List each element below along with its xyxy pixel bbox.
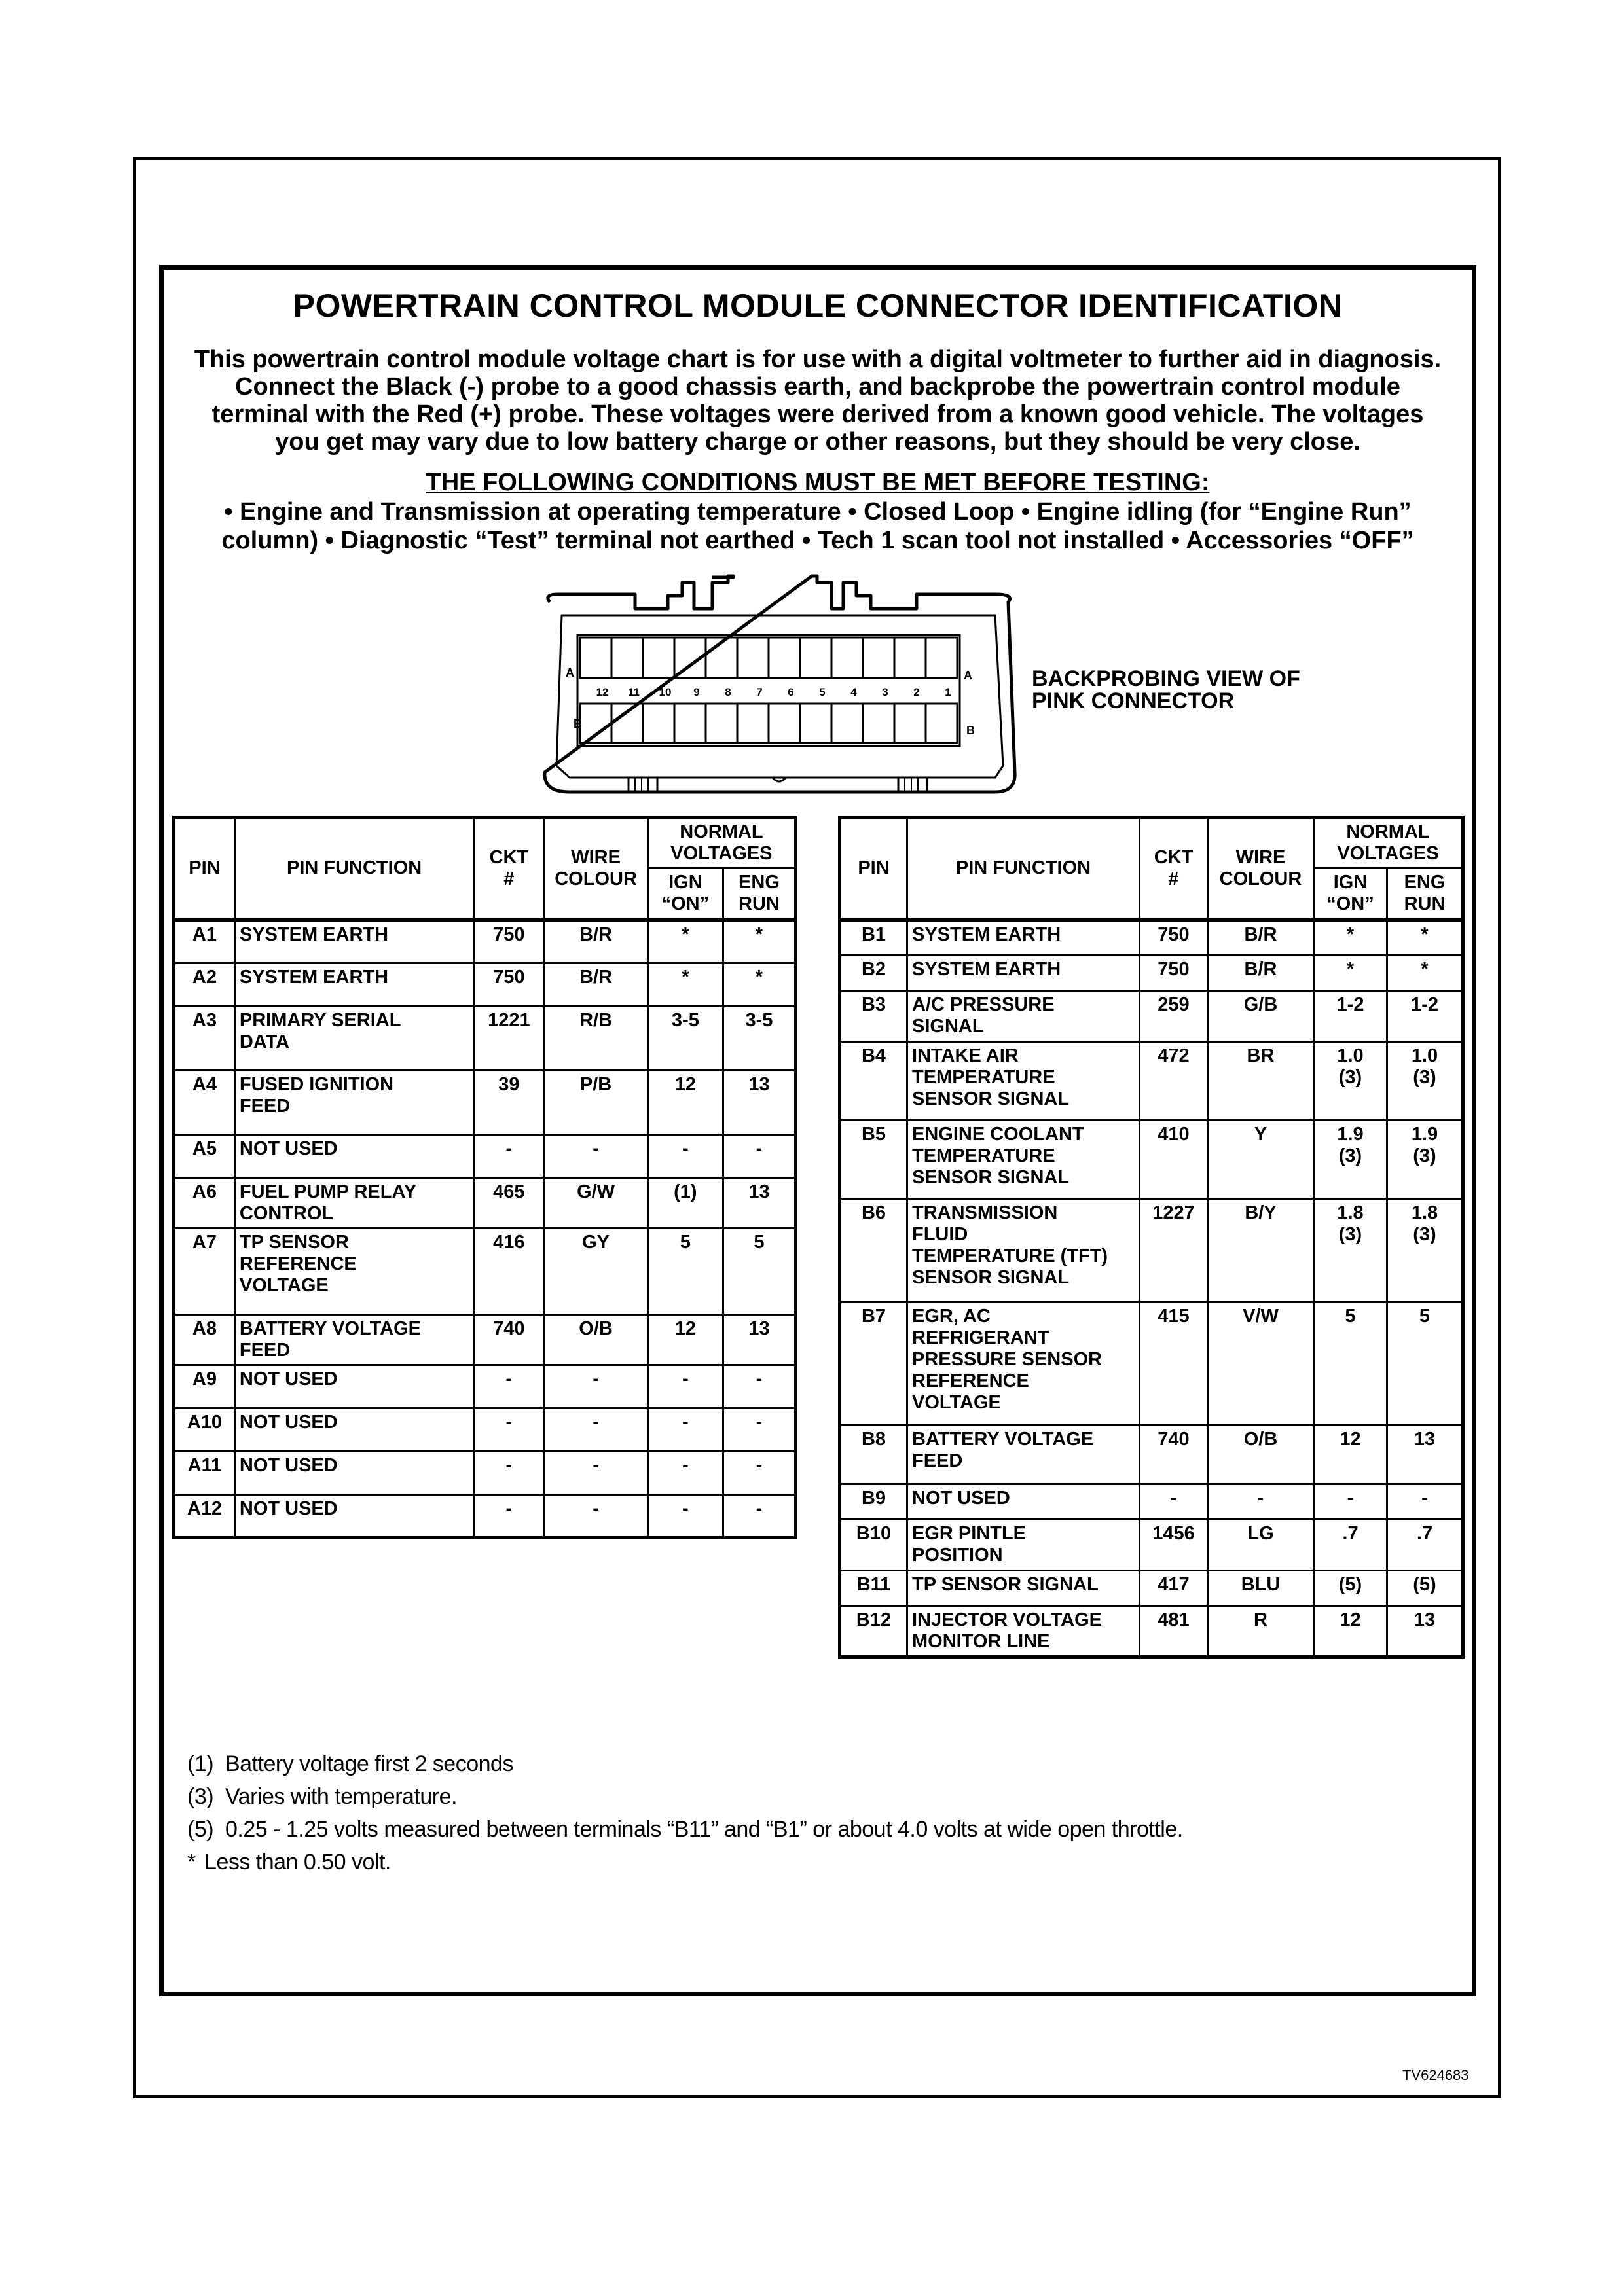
intro-line: Connect the Black (-) probe to a good chassis earth, and backprobe the powertrain control module	[235, 373, 1400, 401]
ckt-cell: 1456	[1140, 1519, 1208, 1570]
pin-function-cell: FUSED IGNITION FEED	[234, 1070, 473, 1134]
table-row	[174, 1494, 796, 1537]
ckt-cell: 740	[474, 1314, 544, 1365]
pin-number: 4	[850, 686, 857, 698]
ign-on-voltage-cell: 12	[647, 1314, 723, 1365]
pin-number: 3	[882, 686, 888, 698]
wire-colour-cell: B/Y	[1208, 1198, 1314, 1302]
connector-inner-outline	[556, 615, 1003, 778]
pin-function-cell: NOT USED	[234, 1134, 473, 1177]
wire-colour-cell: -	[544, 1408, 648, 1451]
pin-number: 6	[788, 686, 794, 698]
header-eng-run: ENG RUN	[1387, 869, 1463, 920]
ign-on-voltage-cell: 1.0 (3)	[1314, 1041, 1387, 1120]
ign-on-voltage-cell: 5	[647, 1228, 723, 1314]
footnote-text: Less than 0.50 volt.	[204, 1850, 391, 1874]
table-row	[174, 1134, 796, 1177]
pin-function-cell: SYSTEM EARTH	[907, 955, 1140, 990]
wire-colour-cell: -	[544, 1365, 648, 1408]
table-row	[840, 1198, 1463, 1302]
pin-function-cell: ENGINE COOLANT TEMPERATURE SENSOR SIGNAL	[907, 1120, 1140, 1198]
table-row	[840, 1484, 1463, 1519]
page-title: POWERTRAIN CONTROL MODULE CONNECTOR IDENTIFICATION	[293, 287, 1343, 324]
eng-run-voltage-cell: -	[1387, 1484, 1463, 1519]
eng-run-voltage-cell: 13	[723, 1177, 795, 1228]
footnote-text: Varies with temperature.	[225, 1784, 457, 1809]
pin-cell: B12	[840, 1605, 907, 1657]
header-wire-colour: WIRE COLOUR	[544, 817, 648, 920]
pin-function-cell: SYSTEM EARTH	[234, 963, 473, 1006]
ckt-cell: -	[474, 1408, 544, 1451]
ckt-cell: 750	[474, 963, 544, 1006]
ign-on-voltage-cell: -	[647, 1451, 723, 1494]
ign-on-voltage-cell: 1.9 (3)	[1314, 1120, 1387, 1198]
pin-number: 11	[628, 686, 640, 698]
table-row	[840, 955, 1463, 990]
pin-cavity-b	[674, 704, 706, 743]
row-b-label-left: B	[574, 717, 582, 730]
eng-run-voltage-cell: -	[723, 1365, 795, 1408]
connector-view-label	[1032, 668, 1300, 712]
pin-function-cell: TRANSMISSION FLUID TEMPERATURE (TFT) SENSOR SIGNAL	[907, 1198, 1140, 1302]
pin-function-cell: NOT USED	[234, 1408, 473, 1451]
ckt-cell: 417	[1140, 1570, 1208, 1605]
header-ign-on: IGN “ON”	[647, 869, 723, 920]
ign-on-voltage-cell: -	[647, 1365, 723, 1408]
connector-housing	[545, 576, 1015, 792]
pin-cell: B11	[840, 1570, 907, 1605]
header-pin: PIN	[840, 817, 907, 920]
pin-cavity-b	[831, 704, 863, 743]
pin-function-cell: EGR PINTLE POSITION	[907, 1519, 1140, 1570]
pin-cell: A7	[174, 1228, 235, 1314]
ckt-cell: -	[1140, 1484, 1208, 1519]
conditions-line: column) • Diagnostic “Test” terminal not earthed • Tech 1 scan tool not installed • Accessories “OFF”	[221, 527, 1414, 554]
pin-cell: B10	[840, 1519, 907, 1570]
ckt-cell: 750	[474, 920, 544, 963]
pin-function-cell: TP SENSOR REFERENCE VOLTAGE	[234, 1228, 473, 1314]
ign-on-voltage-cell: -	[647, 1134, 723, 1177]
row-a-label-left: A	[566, 666, 574, 679]
ckt-cell: 750	[1140, 955, 1208, 990]
wire-colour-cell: -	[544, 1451, 648, 1494]
pin-cell: B4	[840, 1041, 907, 1120]
row-a-label-right: A	[964, 669, 972, 682]
pin-cell: A1	[174, 920, 235, 963]
table-row	[174, 920, 796, 963]
pin-function-cell: NOT USED	[234, 1451, 473, 1494]
table-row	[174, 1070, 796, 1134]
wire-colour-cell: G/W	[544, 1177, 648, 1228]
pin-number: 8	[725, 686, 731, 698]
pin-function-cell: A/C PRESSURE SIGNAL	[907, 990, 1140, 1041]
conditions-list	[159, 497, 1476, 555]
ign-on-voltage-cell: -	[647, 1408, 723, 1451]
eng-run-voltage-cell: 13	[1387, 1605, 1463, 1657]
pin-cavity-b	[580, 704, 611, 743]
pin-cell: A10	[174, 1408, 235, 1451]
eng-run-voltage-cell: *	[723, 963, 795, 1006]
ckt-cell: -	[474, 1134, 544, 1177]
header-ckt: CKT #	[474, 817, 544, 920]
eng-run-voltage-cell: -	[723, 1408, 795, 1451]
wire-colour-cell: BR	[1208, 1041, 1314, 1120]
ign-on-voltage-cell: (5)	[1314, 1570, 1387, 1605]
connector-view-label-line: BACKPROBING VIEW OF	[1032, 666, 1300, 691]
document-code: TV624683	[1402, 2067, 1469, 2083]
pin-cavity-a	[831, 637, 863, 678]
pin-number: 10	[659, 686, 672, 698]
table-row	[840, 1519, 1463, 1570]
ign-on-voltage-cell: 1.8 (3)	[1314, 1198, 1387, 1302]
eng-run-voltage-cell: 1.0 (3)	[1387, 1041, 1463, 1120]
connector-diagram	[537, 569, 1021, 805]
wire-colour-cell: R	[1208, 1605, 1314, 1657]
pin-cell: A2	[174, 963, 235, 1006]
ckt-cell: -	[474, 1494, 544, 1537]
table-row	[174, 963, 796, 1006]
ckt-cell: -	[474, 1365, 544, 1408]
pin-cell: A11	[174, 1451, 235, 1494]
eng-run-voltage-cell: 5	[723, 1228, 795, 1314]
ign-on-voltage-cell: 3-5	[647, 1006, 723, 1070]
eng-run-voltage-cell: *	[1387, 955, 1463, 990]
pin-cell: A3	[174, 1006, 235, 1070]
footnote	[187, 1748, 1183, 1780]
ign-on-voltage-cell: 12	[1314, 1605, 1387, 1657]
connector-tab-left	[629, 778, 657, 792]
table-row	[174, 1228, 796, 1314]
ckt-cell: 750	[1140, 920, 1208, 955]
pin-number: 12	[596, 686, 609, 698]
ckt-cell: 1227	[1140, 1198, 1208, 1302]
ign-on-voltage-cell: 12	[1314, 1425, 1387, 1484]
pin-function-cell: NOT USED	[234, 1365, 473, 1408]
pin-cavity-b	[894, 704, 926, 743]
ign-on-voltage-cell: 1-2	[1314, 990, 1387, 1041]
footnote	[187, 1780, 1183, 1813]
pin-cavity-a	[894, 637, 926, 678]
ign-on-voltage-cell: *	[1314, 955, 1387, 990]
ckt-cell: 410	[1140, 1120, 1208, 1198]
header-normal-voltages: NORMAL VOLTAGES	[647, 817, 795, 869]
table-row	[840, 1570, 1463, 1605]
pin-cavity-a	[580, 637, 611, 678]
eng-run-voltage-cell: 13	[723, 1314, 795, 1365]
table-row	[174, 1006, 796, 1070]
wire-colour-cell: LG	[1208, 1519, 1314, 1570]
pin-cavity-a	[611, 637, 643, 678]
pin-cavity-a	[926, 637, 957, 678]
pin-table-a	[172, 816, 797, 1539]
eng-run-voltage-cell: .7	[1387, 1519, 1463, 1570]
header-pin-function: PIN FUNCTION	[234, 817, 473, 920]
row-b-label-right: B	[966, 724, 975, 737]
ckt-cell: 472	[1140, 1041, 1208, 1120]
wire-colour-cell: G/B	[1208, 990, 1314, 1041]
pin-cavity-b	[643, 704, 674, 743]
eng-run-voltage-cell: -	[723, 1451, 795, 1494]
intro-line: you get may vary due to low battery charge or other reasons, but they should be very close.	[275, 428, 1360, 456]
eng-run-voltage-cell: 1.8 (3)	[1387, 1198, 1463, 1302]
table-row	[840, 1120, 1463, 1198]
table-row	[840, 1425, 1463, 1484]
pin-cell: A8	[174, 1314, 235, 1365]
pin-cell: A12	[174, 1494, 235, 1537]
eng-run-voltage-cell: (5)	[1387, 1570, 1463, 1605]
wire-colour-cell: O/B	[1208, 1425, 1314, 1484]
eng-run-voltage-cell: 3-5	[723, 1006, 795, 1070]
pin-cell: A5	[174, 1134, 235, 1177]
pin-cell: A4	[174, 1070, 235, 1134]
pin-cell: A6	[174, 1177, 235, 1228]
pin-cell: B7	[840, 1302, 907, 1425]
intro-paragraph	[159, 346, 1476, 456]
ign-on-voltage-cell: 5	[1314, 1302, 1387, 1425]
ckt-cell: 740	[1140, 1425, 1208, 1484]
ign-on-voltage-cell: -	[1314, 1484, 1387, 1519]
wire-colour-cell: B/R	[544, 963, 648, 1006]
pin-cell: B3	[840, 990, 907, 1041]
header-pin-function: PIN FUNCTION	[907, 817, 1140, 920]
intro-line: This powertrain control module voltage chart is for use with a digital voltmeter to further aid in diagnosis.	[194, 346, 1442, 373]
table-row	[174, 1177, 796, 1228]
pin-number: 5	[819, 686, 826, 698]
pin-cavity-b	[769, 704, 800, 743]
pin-cavity-a	[643, 637, 674, 678]
ckt-cell: 39	[474, 1070, 544, 1134]
ckt-cell: 416	[474, 1228, 544, 1314]
ckt-cell: 415	[1140, 1302, 1208, 1425]
pin-cavity-a	[863, 637, 894, 678]
conditions-heading: THE FOLLOWING CONDITIONS MUST BE MET BEFORE TESTING:	[426, 469, 1210, 496]
pin-cell: B5	[840, 1120, 907, 1198]
header-eng-run: ENG RUN	[723, 869, 795, 920]
pin-cell: B6	[840, 1198, 907, 1302]
pin-function-cell: FUEL PUMP RELAY CONTROL	[234, 1177, 473, 1228]
ign-on-voltage-cell: .7	[1314, 1519, 1387, 1570]
footnote	[187, 1846, 1183, 1878]
ign-on-voltage-cell: *	[647, 963, 723, 1006]
pin-function-cell: INJECTOR VOLTAGE MONITOR LINE	[907, 1605, 1140, 1657]
table-row	[840, 1605, 1463, 1657]
pin-cell: B8	[840, 1425, 907, 1484]
pin-cavity-b	[863, 704, 894, 743]
pin-cavity-b	[737, 704, 769, 743]
pin-cell: B1	[840, 920, 907, 955]
table-row	[174, 1314, 796, 1365]
pin-cell: B9	[840, 1484, 907, 1519]
eng-run-voltage-cell: 1.9 (3)	[1387, 1120, 1463, 1198]
header-wire-colour: WIRE COLOUR	[1208, 817, 1314, 920]
pin-number: 9	[693, 686, 700, 698]
eng-run-voltage-cell: -	[723, 1494, 795, 1537]
wire-colour-cell: V/W	[1208, 1302, 1314, 1425]
pin-table-b	[838, 816, 1465, 1659]
intro-line: terminal with the Red (+) probe. These voltages were derived from a known good vehicle. The voltages	[211, 401, 1424, 428]
wire-colour-cell: -	[544, 1494, 648, 1537]
pin-cavity-b	[800, 704, 831, 743]
eng-run-voltage-cell: 13	[1387, 1425, 1463, 1484]
table-row	[174, 1365, 796, 1408]
footnote-text: 0.25 - 1.25 volts measured between terminals “B11” and “B1” or about 4.0 volts at wide open throttle.	[225, 1817, 1183, 1842]
pin-cavity-a	[737, 637, 769, 678]
pin-number: 1	[945, 686, 951, 698]
pin-number: 2	[913, 686, 920, 698]
footnote	[187, 1813, 1183, 1846]
footnote-mark: (1)	[187, 1751, 214, 1776]
pin-function-cell: INTAKE AIR TEMPERATURE SENSOR SIGNAL	[907, 1041, 1140, 1120]
ckt-cell: 481	[1140, 1605, 1208, 1657]
pin-cavity-b	[706, 704, 737, 743]
wire-colour-cell: B/R	[1208, 955, 1314, 990]
pin-function-cell: BATTERY VOLTAGE FEED	[907, 1425, 1140, 1484]
conditions-line: • Engine and Transmission at operating temperature • Closed Loop • Engine idling (for “Engine Run”	[224, 498, 1412, 526]
pin-function-cell: NOT USED	[234, 1494, 473, 1537]
pin-function-cell: TP SENSOR SIGNAL	[907, 1570, 1140, 1605]
eng-run-voltage-cell: -	[723, 1134, 795, 1177]
pin-function-cell: NOT USED	[907, 1484, 1140, 1519]
ckt-cell: -	[474, 1451, 544, 1494]
eng-run-voltage-cell: *	[723, 920, 795, 963]
pin-cavity-a	[769, 637, 800, 678]
wire-colour-cell: -	[1208, 1484, 1314, 1519]
eng-run-voltage-cell: 5	[1387, 1302, 1463, 1425]
wire-colour-cell: O/B	[544, 1314, 648, 1365]
footnote-text: Battery voltage first 2 seconds	[225, 1751, 513, 1776]
pin-function-cell: EGR, AC REFRIGERANT PRESSURE SENSOR REFERENCE VOLTAGE	[907, 1302, 1140, 1425]
footnote-mark: *	[187, 1850, 196, 1874]
wire-colour-cell: B/R	[544, 920, 648, 963]
pin-cavity-b	[611, 704, 643, 743]
wire-colour-cell: BLU	[1208, 1570, 1314, 1605]
pin-function-cell: PRIMARY SERIAL DATA	[234, 1006, 473, 1070]
ckt-cell: 1221	[474, 1006, 544, 1070]
wire-colour-cell: Y	[1208, 1120, 1314, 1198]
pin-cell: B2	[840, 955, 907, 990]
ign-on-voltage-cell: *	[1314, 920, 1387, 955]
header-ign-on: IGN “ON”	[1314, 869, 1387, 920]
ign-on-voltage-cell: 12	[647, 1070, 723, 1134]
footnote-mark: (5)	[187, 1817, 214, 1842]
pin-cell: A9	[174, 1365, 235, 1408]
table-row	[174, 1408, 796, 1451]
wire-colour-cell: -	[544, 1134, 648, 1177]
connector-tab-right	[898, 778, 927, 792]
eng-run-voltage-cell: *	[1387, 920, 1463, 955]
footnotes	[187, 1748, 1183, 1878]
table-row	[840, 1041, 1463, 1120]
pin-function-cell: SYSTEM EARTH	[907, 920, 1140, 955]
ign-on-voltage-cell: *	[647, 920, 723, 963]
ckt-cell: 259	[1140, 990, 1208, 1041]
wire-colour-cell: P/B	[544, 1070, 648, 1134]
header-pin: PIN	[174, 817, 235, 920]
pin-cavity-b	[926, 704, 957, 743]
footnote-mark: (3)	[187, 1784, 214, 1809]
ign-on-voltage-cell: -	[647, 1494, 723, 1537]
header-ckt: CKT #	[1140, 817, 1208, 920]
wire-colour-cell: R/B	[544, 1006, 648, 1070]
eng-run-voltage-cell: 13	[723, 1070, 795, 1134]
table-row	[840, 1302, 1463, 1425]
pin-function-cell: BATTERY VOLTAGE FEED	[234, 1314, 473, 1365]
ckt-cell: 465	[474, 1177, 544, 1228]
table-row	[840, 990, 1463, 1041]
wire-colour-cell: B/R	[1208, 920, 1314, 955]
header-normal-voltages: NORMAL VOLTAGES	[1314, 817, 1463, 869]
pin-function-cell: SYSTEM EARTH	[234, 920, 473, 963]
wire-colour-cell: GY	[544, 1228, 648, 1314]
pin-cavity-a	[800, 637, 831, 678]
pin-number: 7	[756, 686, 763, 698]
table-row	[174, 1451, 796, 1494]
table-row	[840, 920, 1463, 955]
eng-run-voltage-cell: 1-2	[1387, 990, 1463, 1041]
ign-on-voltage-cell: (1)	[647, 1177, 723, 1228]
connector-view-label-line: PINK CONNECTOR	[1032, 689, 1235, 713]
